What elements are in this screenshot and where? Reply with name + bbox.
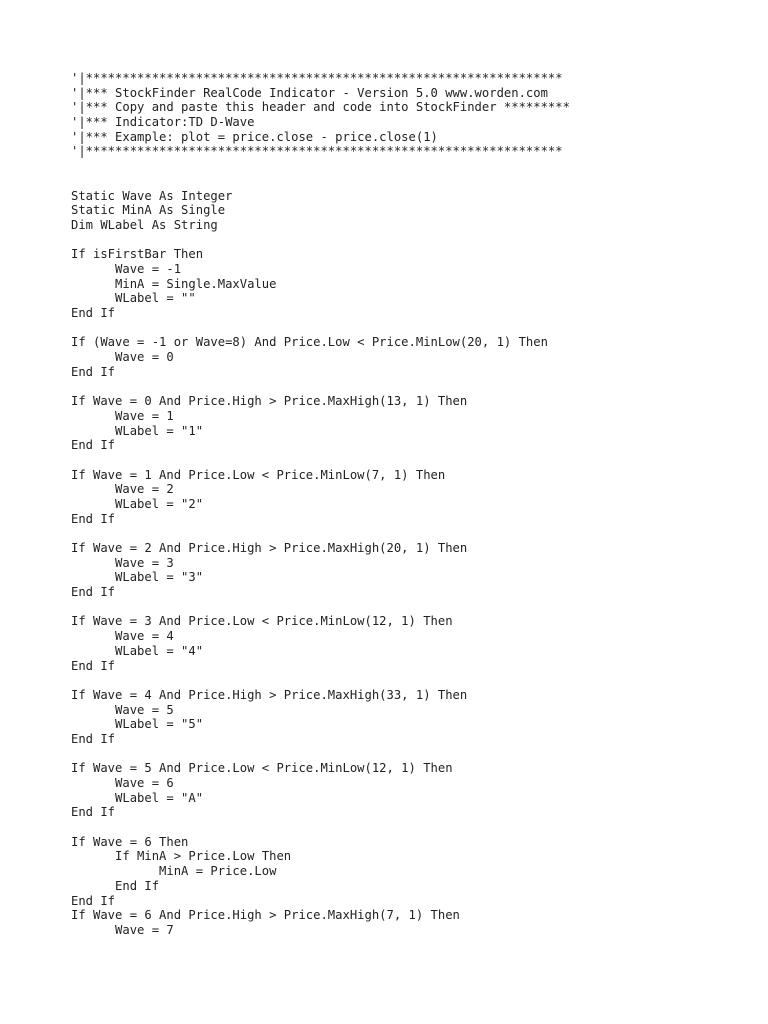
- code-line: Dim WLabel As String: [71, 217, 218, 232]
- code-line: If Wave = 6 Then: [71, 834, 189, 849]
- blank-line: [71, 321, 570, 336]
- code-line: Wave = 7: [71, 922, 174, 937]
- code-line: End If: [71, 658, 116, 673]
- code-line: If Wave = 5 And Price.Low < Price.MinLow(12, 1) Then: [71, 761, 453, 776]
- blank-line: [71, 820, 570, 835]
- code-line: End If: [71, 805, 116, 820]
- code-line: If Wave = 2 And Price.High > Price.MaxHigh(20, 1) Then: [71, 541, 468, 555]
- code-line: Static Wave As Integer: [71, 188, 233, 203]
- code-line: '|*** Example: plot = price.close - price.close(1): [71, 129, 438, 144]
- code-line: WLabel = "2": [71, 496, 204, 511]
- code-line: End If: [71, 585, 116, 600]
- code-line: '|*****************************************************************: [71, 144, 563, 159]
- code-line: End If: [71, 306, 116, 320]
- code-line: Wave = 0: [71, 350, 174, 365]
- code-line: End If: [71, 878, 160, 893]
- blank-line: [71, 747, 570, 762]
- code-line: '|*** Indicator:TD D-Wave: [71, 115, 255, 130]
- code-line: Wave = 4: [71, 629, 174, 644]
- blank-line: [71, 233, 570, 248]
- code-line: WLabel = "3": [71, 570, 204, 585]
- code-line: Wave = 5: [71, 702, 174, 717]
- code-line: End If: [71, 511, 116, 526]
- code-line: MinA = Price.Low: [71, 864, 277, 879]
- code-line: WLabel = "5": [71, 717, 204, 732]
- blank-line: [71, 159, 570, 174]
- blank-line: [71, 673, 570, 688]
- code-line: Wave = 3: [71, 555, 174, 570]
- code-line: WLabel = "4": [71, 643, 204, 658]
- code-line: Static MinA As Single: [71, 203, 226, 218]
- code-line: '|*** Copy and paste this header and code into StockFinder *********: [71, 100, 570, 115]
- code-line: Wave = -1: [71, 261, 182, 276]
- code-line: Wave = 6: [71, 776, 174, 790]
- code-line: End If: [71, 731, 116, 746]
- blank-line: [71, 600, 570, 615]
- code-line: Wave = 2: [71, 482, 174, 497]
- blank-line: [71, 453, 570, 468]
- code-line: If isFirstBar Then: [71, 247, 204, 262]
- code-line: If MinA > Price.Low Then: [71, 849, 292, 864]
- code-line: If (Wave = -1 or Wave=8) And Price.Low < Price.MinLow(20, 1) Then: [71, 335, 548, 350]
- blank-line: [71, 379, 570, 394]
- code-line: If Wave = 0 And Price.High > Price.MaxHigh(13, 1) Then: [71, 394, 468, 409]
- code-line: End If: [71, 364, 116, 379]
- code-line: End If: [71, 893, 116, 908]
- blank-line: [71, 526, 570, 541]
- code-line: If Wave = 1 And Price.Low < Price.MinLow(7, 1) Then: [71, 467, 446, 482]
- code-line: If Wave = 4 And Price.High > Price.MaxHigh(33, 1) Then: [71, 687, 468, 702]
- code-line: WLabel = "": [71, 291, 196, 306]
- code-line: Wave = 1: [71, 408, 174, 423]
- blank-line: [71, 174, 570, 189]
- code-line: If Wave = 3 And Price.Low < Price.MinLow(12, 1) Then: [71, 614, 453, 629]
- code-line: End If: [71, 438, 116, 453]
- code-line: WLabel = "A": [71, 790, 204, 805]
- code-line: '|*****************************************************************: [71, 71, 563, 85]
- code-line: MinA = Single.MaxValue: [71, 276, 277, 291]
- code-listing: [71, 71, 570, 938]
- code-line: If Wave = 6 And Price.High > Price.MaxHigh(7, 1) Then: [71, 908, 460, 923]
- code-line: WLabel = "1": [71, 423, 204, 438]
- code-line: '|*** StockFinder RealCode Indicator - Version 5.0 www.worden.com: [71, 85, 548, 100]
